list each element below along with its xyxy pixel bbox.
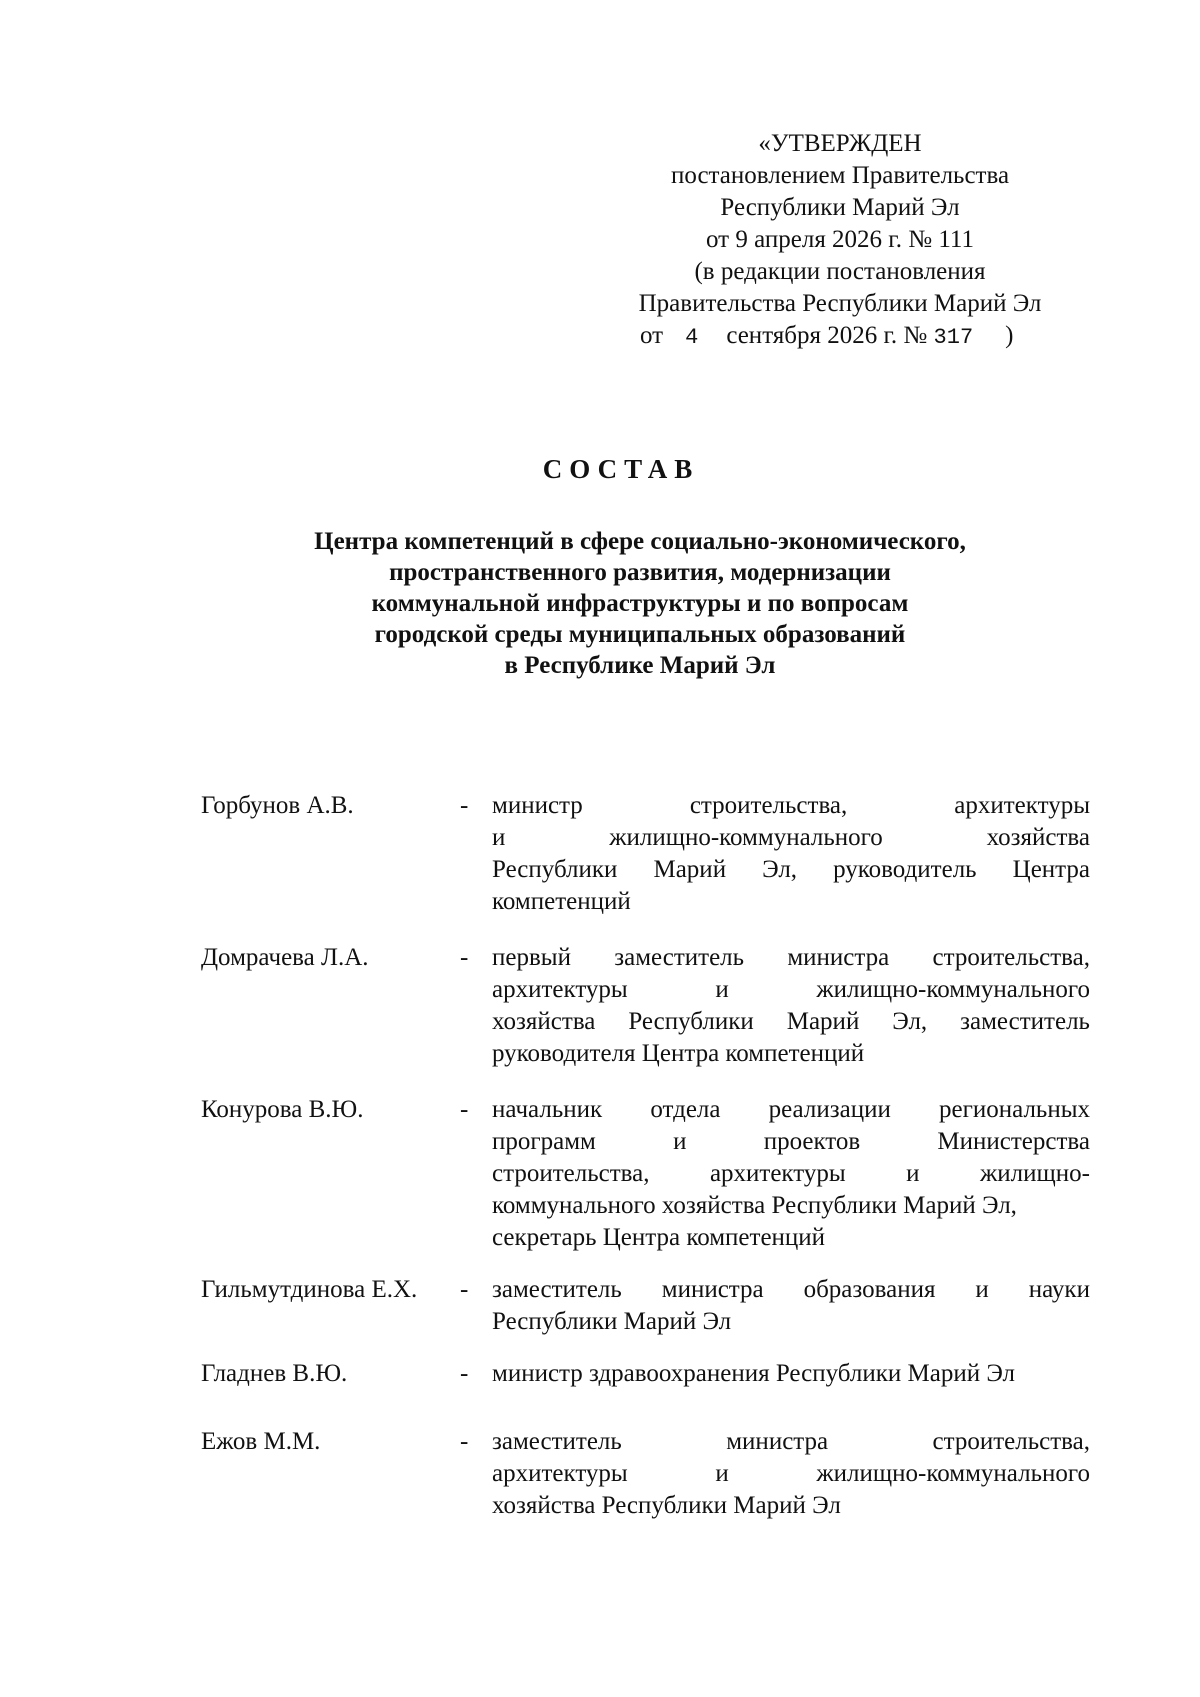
- position-word: реализации: [768, 1096, 891, 1123]
- member-name: Домрачева Л.А.: [201, 944, 369, 971]
- position-line: хозяйства Республики Марий Эл: [492, 1492, 841, 1519]
- member-dash: -: [460, 1096, 469, 1123]
- subtitle-line: городской среды муниципальных образований: [374, 621, 906, 648]
- subtitle-line: пространственного развития, модернизации: [389, 559, 891, 586]
- position-line: коммунального хозяйства Республики Марий Эл,: [492, 1192, 1017, 1219]
- position-word: архитектуры: [709, 1160, 846, 1187]
- position-line: [492, 1126, 1090, 1158]
- position-word: и: [906, 1160, 920, 1187]
- position-line: министр здравоохранения Республики Марий Эл: [492, 1360, 1016, 1387]
- position-word: строительства,: [492, 1160, 650, 1187]
- position-word: министра: [787, 944, 890, 971]
- position-line: [492, 1274, 1090, 1306]
- position-word: региональных: [939, 1096, 1090, 1123]
- position-line: Республики Марий Эл: [492, 1308, 732, 1335]
- member-dash: -: [460, 944, 469, 971]
- position-word: хозяйства: [492, 1008, 596, 1035]
- approval-line: от 9 апреля 2026 г. № 111: [706, 226, 974, 253]
- position-word: Марий: [786, 1008, 860, 1035]
- member-name: Ежов М.М.: [201, 1428, 321, 1455]
- position-word: жилищно-коммунального: [816, 1460, 1090, 1487]
- position-line: [492, 1006, 1090, 1038]
- member-position: [492, 1274, 1090, 1338]
- edit-date-line: [590, 320, 1090, 354]
- position-line: [492, 1158, 1090, 1190]
- position-line: секретарь Центра компетенций: [492, 1224, 826, 1251]
- member-name: Конурова В.Ю.: [201, 1096, 364, 1123]
- position-line: [492, 790, 1090, 822]
- position-word: заместитель: [960, 1008, 1090, 1035]
- member-name: Горбунов А.В.: [201, 792, 354, 819]
- position-word: Эл,: [762, 856, 798, 883]
- position-word: науки: [1028, 1276, 1090, 1303]
- position-word: и: [492, 824, 506, 851]
- position-word: Республики: [628, 1008, 754, 1035]
- position-word: министр: [492, 792, 583, 819]
- member-dash: -: [460, 792, 469, 819]
- subtitle-line: в Республике Марий Эл: [504, 652, 776, 679]
- position-line: [492, 974, 1090, 1006]
- position-word: образования: [803, 1276, 936, 1303]
- member-position: [492, 1426, 1090, 1522]
- position-word: и: [715, 1460, 729, 1487]
- position-word: министра: [661, 1276, 764, 1303]
- approval-line: Правительства Республики Марий Эл: [638, 290, 1042, 317]
- position-word: Эл,: [892, 1008, 928, 1035]
- position-word: программ: [492, 1128, 596, 1155]
- position-word: жилищно-коммунального: [609, 824, 883, 851]
- position-line: [492, 1094, 1090, 1126]
- position-line: [492, 942, 1090, 974]
- position-word: Центра: [1012, 856, 1090, 883]
- edit-month-year: сентября 2026 г. №: [726, 322, 928, 349]
- position-word: Марий: [653, 856, 727, 883]
- approval-stamp: [590, 128, 1090, 354]
- position-line: руководителя Центра компетенций: [492, 1040, 865, 1067]
- position-word: хозяйства: [986, 824, 1090, 851]
- member-position: [492, 942, 1090, 1070]
- position-word: министра: [726, 1428, 829, 1455]
- position-line: [492, 822, 1090, 854]
- position-line: [492, 1458, 1090, 1490]
- position-word: жилищно-коммунального: [816, 976, 1090, 1003]
- position-word: руководитель: [833, 856, 977, 883]
- approval-line: «УТВЕРЖДЕН: [758, 130, 922, 157]
- position-line: [492, 854, 1090, 886]
- member-position: [492, 790, 1090, 918]
- member-dash: -: [460, 1360, 469, 1387]
- position-word: Министерства: [937, 1128, 1090, 1155]
- position-word: строительства,: [689, 792, 848, 819]
- document-title: СОСТАВ: [542, 454, 700, 484]
- position-word: строительства,: [932, 944, 1090, 971]
- position-word: начальник: [492, 1096, 603, 1123]
- position-word: Республики: [492, 856, 618, 883]
- approval-line: постановлением Правительства: [670, 162, 1010, 189]
- document-subtitle: [200, 526, 1080, 681]
- position-word: проектов: [763, 1128, 861, 1155]
- member-name: Гильмутдинова Е.Х.: [201, 1276, 418, 1303]
- edit-day: 4: [685, 325, 699, 350]
- approval-line: Республики Марий Эл: [720, 194, 960, 221]
- position-word: и: [715, 976, 729, 1003]
- member-position: [492, 1358, 1090, 1390]
- position-word: заместитель: [492, 1276, 622, 1303]
- position-word: первый: [492, 944, 571, 971]
- edit-number: 317: [933, 325, 974, 350]
- member-name: Гладнев В.Ю.: [201, 1360, 348, 1387]
- position-word: архитектуры: [492, 976, 628, 1003]
- position-word: заместитель: [492, 1428, 622, 1455]
- member-position: [492, 1094, 1090, 1254]
- position-word: жилищно-: [980, 1160, 1090, 1187]
- subtitle-line: Центра компетенций в сфере социально-экономического,: [314, 528, 966, 555]
- position-word: отдела: [650, 1096, 721, 1123]
- edit-prefix: от: [640, 322, 664, 349]
- subtitle-line: коммунальной инфраструктуры и по вопросам: [371, 590, 909, 617]
- position-word: заместитель: [614, 944, 745, 971]
- member-dash: -: [460, 1276, 469, 1303]
- edit-close: ): [1005, 322, 1014, 349]
- position-word: и: [975, 1276, 989, 1303]
- position-word: архитектуры: [492, 1460, 628, 1487]
- position-line: компетенций: [492, 888, 631, 915]
- position-word: архитектуры: [954, 792, 1090, 819]
- position-word: и: [673, 1128, 687, 1155]
- member-dash: -: [460, 1428, 469, 1455]
- position-line: [492, 1426, 1090, 1458]
- approval-line: (в редакции постановления: [694, 258, 986, 285]
- position-word: строительства,: [932, 1428, 1090, 1455]
